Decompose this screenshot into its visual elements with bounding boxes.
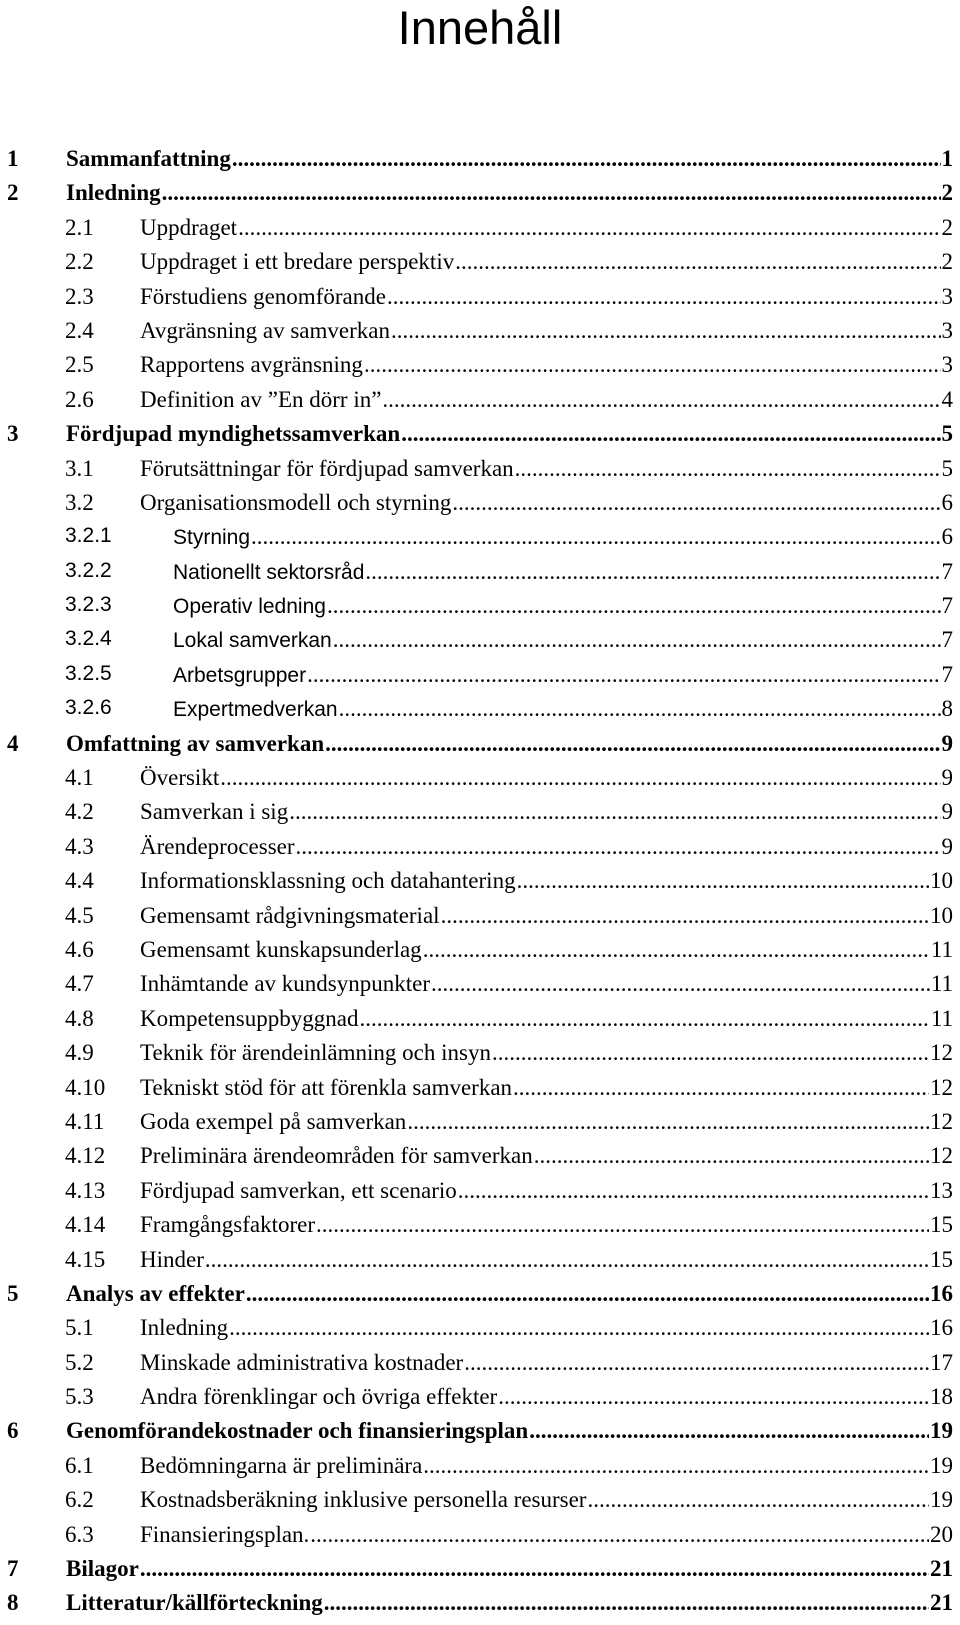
toc-entry[interactable]	[7, 1247, 953, 1281]
toc-entry-number: 4.6	[65, 936, 94, 962]
toc-entry-title: Minskade administrativa kostnader	[140, 1349, 464, 1375]
toc-entry-page-number: 12	[930, 1040, 953, 1066]
toc-entry[interactable]	[7, 1487, 953, 1521]
toc-entry-number: 2.3	[65, 283, 94, 309]
toc-entry-number: 3.2.5	[65, 661, 112, 685]
dot-leader	[407, 1109, 929, 1135]
toc-entry-page-number: 7	[941, 593, 953, 619]
toc-entry[interactable]	[7, 1178, 953, 1212]
toc-entry-page-number: 3	[941, 283, 953, 309]
toc-entry[interactable]	[7, 1522, 953, 1556]
dot-leader	[513, 1075, 929, 1101]
toc-entry[interactable]	[7, 421, 953, 455]
toc-entry-title: Avgränsning av samverkan	[140, 317, 390, 343]
dot-leader	[339, 696, 941, 722]
toc-entry[interactable]	[7, 937, 953, 971]
toc-entry-title: Gemensamt kunskapsunderlag	[140, 936, 422, 962]
toc-entry-page-number: 15	[930, 1212, 953, 1238]
dot-leader	[498, 1384, 929, 1410]
toc-entry-page-number: 4	[941, 386, 953, 412]
toc-entry-number: 4	[7, 730, 19, 756]
toc-entry-page-number: 12	[930, 1074, 953, 1100]
dot-leader	[296, 834, 941, 860]
toc-entry-page-number: 5	[941, 421, 953, 447]
toc-entry[interactable]	[7, 834, 953, 868]
dot-leader	[458, 1178, 929, 1204]
toc-entry-title: Framgångsfaktorer	[140, 1212, 315, 1238]
dot-leader	[220, 765, 940, 791]
toc-entry-title: Översikt	[140, 765, 220, 791]
toc-entry-title: Förstudiens genomförande	[140, 283, 386, 309]
toc-entry-page-number: 5	[941, 455, 953, 481]
dot-leader	[364, 352, 941, 378]
toc-entry-page-number: 7	[941, 627, 953, 653]
toc-entry[interactable]	[7, 1143, 953, 1177]
toc-entry-title: Informationsklassning och datahantering	[140, 868, 516, 894]
toc-entry[interactable]	[7, 662, 953, 696]
toc-entry[interactable]	[7, 180, 953, 214]
toc-entry-number: 3.2.3	[65, 593, 112, 617]
toc-entry[interactable]	[7, 1109, 953, 1143]
toc-entry[interactable]	[7, 387, 953, 421]
toc-entry-title: Organisationsmodell och styrning	[140, 489, 452, 515]
toc-entry-number: 3	[7, 421, 19, 447]
toc-entry[interactable]	[7, 1453, 953, 1487]
toc-entry[interactable]	[7, 284, 953, 318]
dot-leader	[325, 731, 940, 757]
toc-entry-number: 2.4	[65, 317, 94, 343]
toc-entry[interactable]	[7, 731, 953, 765]
dot-leader	[401, 421, 940, 447]
toc-entry-page-number: 9	[941, 833, 953, 859]
toc-entry-page-number: 12	[930, 1143, 953, 1169]
toc-entry-number: 4.2	[65, 799, 94, 825]
toc-entry[interactable]	[7, 490, 953, 524]
dot-leader	[387, 284, 941, 310]
toc-entry-page-number: 9	[941, 730, 953, 756]
dot-leader	[423, 1453, 929, 1479]
toc-entry-page-number: 9	[941, 799, 953, 825]
toc-entry[interactable]	[7, 1075, 953, 1109]
dot-leader	[391, 318, 941, 344]
toc-entry-page-number: 12	[930, 1108, 953, 1134]
toc-entry-number: 7	[7, 1556, 19, 1582]
toc-entry[interactable]	[7, 1281, 953, 1315]
toc-entry-page-number: 2	[941, 249, 953, 275]
toc-entry-number: 2	[7, 180, 19, 206]
toc-entry-page-number: 19	[930, 1487, 953, 1513]
toc-entry-title: Inledning	[66, 180, 161, 206]
toc-entry-number: 4.11	[65, 1108, 105, 1134]
toc-entry[interactable]	[7, 1315, 953, 1349]
toc-entry-page-number: 10	[930, 868, 953, 894]
toc-entry-page-number: 3	[941, 352, 953, 378]
toc-entry[interactable]	[7, 903, 953, 937]
dot-leader	[310, 1522, 929, 1548]
toc-entry-title: Arbetsgrupper	[173, 663, 307, 687]
toc-entry-page-number: 18	[930, 1384, 953, 1410]
toc-entry-number: 3.2	[65, 489, 94, 515]
toc-entry-page-number: 2	[941, 180, 953, 206]
dot-leader	[365, 559, 940, 585]
dot-leader	[333, 627, 941, 653]
toc-entry-page-number: 16	[930, 1315, 953, 1341]
toc-entry[interactable]	[7, 524, 953, 558]
toc-entry[interactable]	[7, 868, 953, 902]
dot-leader	[452, 490, 940, 516]
toc-entry-title: Gemensamt rådgivningsmaterial	[140, 902, 440, 928]
toc-entry-title: Finansieringsplan.	[140, 1521, 310, 1547]
toc-entry-title: Bilagor	[66, 1556, 139, 1582]
toc-entry[interactable]	[7, 352, 953, 386]
toc-entry-title: Andra förenklingar och övriga effekter	[140, 1384, 498, 1410]
toc-entry-page-number: 17	[930, 1349, 953, 1375]
toc-entry-title: Styrning	[173, 526, 251, 550]
dot-leader	[455, 249, 940, 275]
toc-entry[interactable]	[7, 215, 953, 249]
toc-entry-number: 5	[7, 1280, 19, 1306]
toc-entry-title: Preliminära ärendeområden för samverkan	[140, 1143, 533, 1169]
toc-entry-page-number: 11	[930, 936, 953, 962]
toc-entry[interactable]	[7, 1556, 953, 1590]
toc-entry-title: Inhämtande av kundsynpunkter	[140, 971, 430, 997]
toc-entry-number: 4.14	[65, 1212, 106, 1238]
dot-leader	[587, 1487, 929, 1513]
dot-leader	[517, 868, 929, 894]
toc-entry-title: Samverkan i sig	[140, 799, 289, 825]
toc-entry[interactable]	[7, 456, 953, 490]
dot-leader	[464, 1350, 929, 1376]
toc-entry-number: 5.3	[65, 1384, 94, 1410]
toc-entry[interactable]	[7, 1040, 953, 1074]
toc-entry-page-number: 11	[930, 1005, 953, 1031]
toc-entry-title: Inledning	[140, 1315, 229, 1341]
dot-leader	[327, 593, 941, 619]
toc-entry-number: 4.4	[65, 868, 94, 894]
toc-entry-page-number: 8	[941, 696, 953, 722]
toc-entry[interactable]	[7, 249, 953, 283]
toc-entry-page-number: 6	[941, 524, 953, 550]
toc-entry-number: 8	[7, 1590, 19, 1616]
toc-entry-page-number: 2	[941, 214, 953, 240]
toc-entry-number: 5.2	[65, 1349, 94, 1375]
toc-entry-page-number: 7	[941, 661, 953, 687]
toc-entry-title: Ärendeprocesser	[140, 833, 295, 859]
toc-entry[interactable]	[7, 799, 953, 833]
toc-entry-title: Uppdraget i ett bredare perspektiv	[140, 249, 455, 275]
toc-entry-page-number: 3	[941, 317, 953, 343]
dot-leader	[431, 971, 930, 997]
dot-leader	[359, 1006, 929, 1032]
toc-entry-page-number: 6	[941, 489, 953, 515]
toc-entry-title: Bedömningarna är preliminära	[140, 1452, 423, 1478]
toc-entry[interactable]	[7, 765, 953, 799]
toc-entry-number: 3.2.6	[65, 696, 112, 720]
toc-entry-number: 4.3	[65, 833, 94, 859]
toc-entry-number: 3.1	[65, 455, 94, 481]
dot-leader	[232, 146, 941, 172]
toc-entry-title: Hinder	[140, 1246, 204, 1272]
toc-entry-title: Analys av effekter	[66, 1280, 245, 1306]
toc-entry-title: Goda exempel på samverkan	[140, 1108, 407, 1134]
dot-leader	[229, 1315, 929, 1341]
toc-entry-number: 5.1	[65, 1315, 94, 1341]
page-title: Innehåll	[397, 1, 563, 54]
toc-entry-number: 6.3	[65, 1521, 94, 1547]
toc-entry-title: Kompetensuppbyggnad	[140, 1005, 359, 1031]
toc-entry-title: Uppdraget	[140, 214, 238, 240]
toc-entry-number: 6.2	[65, 1487, 94, 1513]
toc-entry-number: 4.13	[65, 1177, 106, 1203]
toc-entry-number: 3.2.2	[65, 558, 112, 582]
toc-entry-page-number: 21	[930, 1590, 953, 1616]
toc-entry-number: 4.5	[65, 902, 94, 928]
dot-leader	[238, 215, 940, 241]
dot-leader	[534, 1143, 929, 1169]
toc-entry-title: Förutsättningar för fördjupad samverkan	[140, 455, 514, 481]
toc-entry-title: Teknik för ärendeinlämning och insyn	[140, 1040, 491, 1066]
dot-leader	[205, 1247, 929, 1273]
toc-entry[interactable]	[7, 318, 953, 352]
toc-entry-title: Fördjupad samverkan, ett scenario	[140, 1177, 457, 1203]
toc-entry-page-number: 19	[930, 1418, 953, 1444]
dot-leader	[324, 1590, 929, 1616]
toc-entry-page-number: 16	[930, 1280, 953, 1306]
toc-entry-number: 2.1	[65, 214, 94, 240]
toc-entry-number: 4.7	[65, 971, 94, 997]
toc-entry-page-number: 11	[930, 971, 953, 997]
dot-leader	[316, 1212, 929, 1238]
toc-entry-number: 6	[7, 1418, 19, 1444]
toc-entry-title: Lokal samverkan	[173, 629, 332, 653]
toc-entry[interactable]	[7, 1006, 953, 1040]
toc-entry-number: 1	[7, 146, 19, 171]
toc-entry-page-number: 13	[930, 1177, 953, 1203]
toc-entry-page-number: 21	[930, 1556, 953, 1582]
toc-entry-title: Rapportens avgränsning	[140, 352, 363, 378]
toc-entry-page-number: 19	[930, 1452, 953, 1478]
dot-leader	[246, 1281, 929, 1307]
dot-leader	[529, 1418, 929, 1444]
toc-entry[interactable]	[7, 1350, 953, 1384]
dot-leader	[289, 799, 940, 825]
toc-entry-page-number: 15	[930, 1246, 953, 1272]
toc-entry[interactable]	[7, 971, 953, 1005]
toc-entry-title: Litteratur/källförteckning	[66, 1590, 323, 1616]
dot-leader	[441, 903, 929, 929]
dot-leader	[382, 387, 940, 413]
toc-entry-page-number: 20	[930, 1521, 953, 1547]
toc-entry[interactable]	[7, 146, 953, 180]
toc-entry-page-number: 1	[941, 146, 953, 171]
dot-leader	[140, 1556, 929, 1582]
toc-entry[interactable]	[7, 559, 953, 593]
toc-entry-number: 6.1	[65, 1452, 94, 1478]
dot-leader	[515, 456, 941, 482]
dot-leader	[162, 180, 941, 206]
toc-entry-number: 2.2	[65, 249, 94, 275]
toc-entry[interactable]	[7, 696, 953, 730]
toc-entry-title: Genomförandekostnader och finansieringsplan	[66, 1418, 529, 1444]
toc-entry-number: 4.12	[65, 1143, 106, 1169]
toc-entry-title: Expertmedverkan	[173, 698, 338, 722]
dot-leader	[307, 662, 940, 688]
toc-entry-number: 4.10	[65, 1074, 106, 1100]
toc-entry-title: Kostnadsberäkning inklusive personella resurser	[140, 1487, 587, 1513]
toc-entry-number: 4.8	[65, 1005, 94, 1031]
toc-entry-title: Omfattning av samverkan	[66, 730, 325, 756]
toc-entry-number: 4.9	[65, 1040, 94, 1066]
toc-entry[interactable]	[7, 627, 953, 661]
toc-entry-title: Definition av ”En dörr in”	[140, 386, 382, 412]
toc-entry-title: Tekniskt stöd för att förenkla samverkan	[140, 1074, 513, 1100]
toc-entry[interactable]	[7, 1590, 953, 1624]
toc-entry-title: Fördjupad myndighetssamverkan	[66, 421, 401, 447]
toc-entry-number: 4.15	[65, 1246, 106, 1272]
toc-entry-page-number: 9	[941, 765, 953, 791]
toc-entry-page-number: 7	[941, 558, 953, 584]
toc-entry[interactable]	[7, 1384, 953, 1418]
toc-entry-page-number: 10	[930, 902, 953, 928]
toc-entry-number: 2.5	[65, 352, 94, 378]
toc-entry[interactable]	[7, 1212, 953, 1246]
toc-entry-title: Sammanfattning	[66, 146, 231, 171]
toc-entry-number: 3.2.4	[65, 627, 112, 651]
toc-entry[interactable]	[7, 593, 953, 627]
toc-entry-number: 3.2.1	[65, 524, 112, 548]
toc-entry-number: 4.1	[65, 765, 94, 791]
dot-leader	[492, 1040, 929, 1066]
table-of-contents	[7, 146, 953, 1625]
toc-entry-number: 2.6	[65, 386, 94, 412]
dot-leader	[423, 937, 930, 963]
toc-entry-title: Nationellt sektorsråd	[173, 560, 365, 584]
dot-leader	[251, 524, 940, 550]
toc-entry[interactable]	[7, 1418, 953, 1452]
toc-entry-title: Operativ ledning	[173, 595, 326, 619]
